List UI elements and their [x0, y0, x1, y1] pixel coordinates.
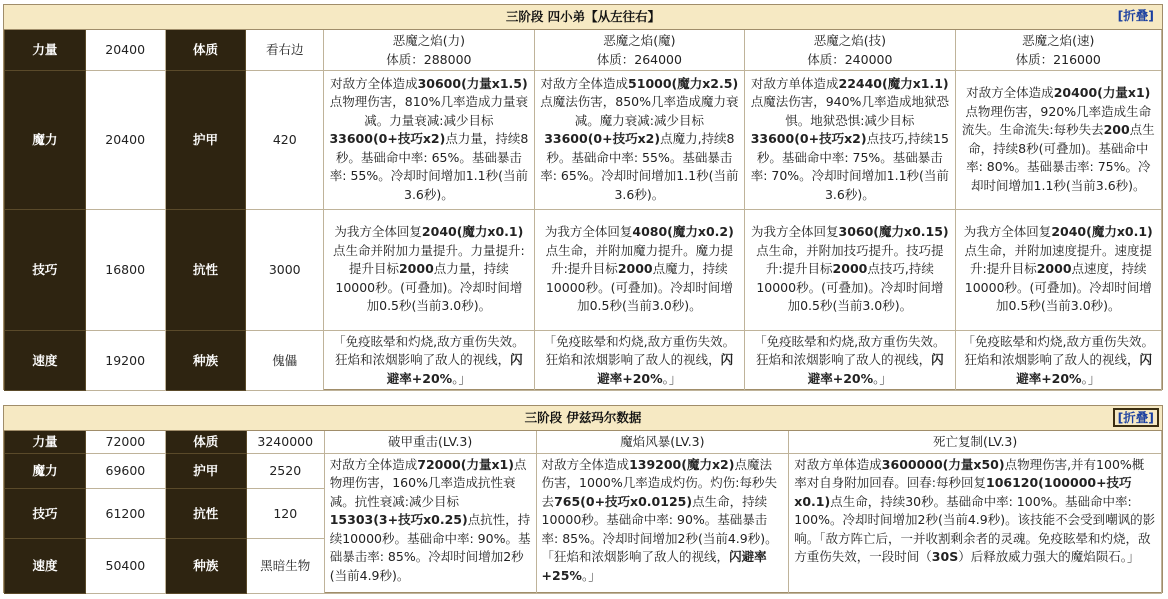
unit-skill-heal: 为我方全体回复2040(魔力x0.1)点生命并附加力量提升。力量提升:提升目标2000点力量，持续10000秒。(可叠加)。冷却时间增加0.5秒(当前3.0秒)。 — [324, 209, 534, 330]
minions-table — [4, 30, 1162, 391]
skill-name: 死亡复制(LV.3) — [789, 431, 1162, 453]
skill-name: 破甲重击(LV.3) — [324, 431, 536, 453]
unit-name: 恶魔之焰(力) — [392, 32, 466, 48]
unit-hp: 体质：288000 — [386, 51, 472, 67]
unit-skill-heal: 为我方全体回复4080(魔力x0.2)点生命，并附加魔力提升。魔力提升:提升目标2000点魔力，持续10000秒。(可叠加)。冷却时间增加0.5秒(当前3.0秒)。 — [534, 209, 744, 330]
unit-header — [324, 30, 534, 70]
unit-header — [955, 30, 1161, 70]
stat-value: 黑暗生物 — [246, 538, 324, 593]
minions-row-strength — [5, 30, 1162, 70]
stat-label: 护甲 — [165, 70, 246, 209]
stat-label: 魔力 — [5, 70, 86, 209]
skill-desc: 对敌方单体造成3600000(力量x50)点物理伤害,并有100%概率对自身附加回春。回春:每秒回复106120(100000+技巧x0.1)点生命，持续30秒。基础命中率: 100%。基础命中率: 100%。冷却时间增加2秒(当前4.9秒)。该技能不会受到嘲讽的影响。「敌方阵亡后，一并收割剩余者的灵魂。免疫眩晕和灼烧，敌方重伤失效，一段时间（30S）后释放威力强大的魔焰陨石。」 — [789, 453, 1162, 593]
unit-hp: 体质：240000 — [807, 51, 893, 67]
stat-label: 抗性 — [165, 209, 246, 330]
unit-passive: 「免疫眩晕和灼烧,敌方重伤失效。狂焰和浓烟影响了敌人的视线，闪避率+20%。」 — [324, 330, 534, 391]
unit-passive: 「免疫眩晕和灼烧,敌方重伤失效。狂焰和浓烟影响了敌人的视线，闪避率+20%。」 — [745, 330, 955, 391]
unit-passive: 「免疫眩晕和灼烧,敌方重伤失效。狂焰和浓烟影响了敌人的视线，闪避率+20%。」 — [955, 330, 1161, 391]
stat-label: 种族 — [165, 538, 246, 593]
stat-value: 19200 — [85, 330, 165, 391]
boss-fold-link[interactable]: [折叠] — [1113, 408, 1159, 427]
stat-label: 体质 — [165, 30, 246, 70]
stat-label: 速度 — [5, 330, 86, 391]
stat-label: 技巧 — [5, 209, 86, 330]
stat-value: 20400 — [85, 30, 165, 70]
boss-panel — [3, 405, 1163, 593]
unit-header — [534, 30, 744, 70]
boss-table — [4, 431, 1162, 594]
stat-label: 种族 — [165, 330, 246, 391]
unit-passive: 「免疫眩晕和灼烧,敌方重伤失效。狂焰和浓烟影响了敌人的视线，闪避率+20%。」 — [534, 330, 744, 391]
boss-header — [4, 406, 1162, 431]
stat-value: 69600 — [85, 453, 165, 488]
stat-label: 力量 — [5, 30, 86, 70]
unit-name: 恶魔之焰(速) — [1022, 32, 1095, 48]
unit-header — [745, 30, 955, 70]
skill-desc: 对敌方全体造成72000(力量x1)点物理伤害，160%几率造成抗性衰减。抗性衰减:减少目标15303(3+技巧x0.25)点抗性，持续10000秒。基础命中率: 90%。基础暴击率: 85%。冷却时间增加2秒(当前4.9秒)。 — [324, 453, 536, 593]
unit-hp: 体质：264000 — [596, 51, 682, 67]
unit-skill-heal: 为我方全体回复2040(魔力x0.1)点生命，并附加速度提升。速度提升:提升目标2000点速度，持续10000秒。(可叠加)。冷却时间增加0.5秒(当前3.0秒)。 — [955, 209, 1161, 330]
minions-row-magic — [5, 70, 1162, 209]
unit-skill-attack: 对敌方全体造成20400(力量x1)点物理伤害，920%几率造成生命流失。生命流失:每秒失去200点生命，持续8秒(可叠加)。基础命中率: 80%。基础暴击率: 75%。冷却时间增加1.1秒(当前3.6秒)。 — [955, 70, 1161, 209]
stat-value: 傀儡 — [246, 330, 324, 391]
unit-skill-attack: 对敌方全体造成51000(魔力x2.5)点魔法伤害，850%几率造成魔力衰减。魔力衰减:减少目标33600(0+技巧x2)点魔力,持续8秒。基础命中率: 55%。基础暴击率: 65%。冷却时间增加1.1秒(当前3.6秒)。 — [534, 70, 744, 209]
unit-name: 恶魔之焰(技) — [813, 32, 886, 48]
minions-panel — [3, 4, 1163, 390]
skill-desc: 对敌方全体造成139200(魔力x2)点魔法伤害，1000%几率造成灼伤。灼伤:每秒失去765(0+技巧x0.0125)点生命，持续10000秒。基础命中率: 90%。基础暴击率: 85%。冷却时间增加2秒(当前4.9秒)。「狂焰和浓烟影响了敌人的视线，闪避率+25%。」 — [536, 453, 789, 593]
unit-skill-heal: 为我方全体回复3060(魔力x0.15)点生命，并附加技巧提升。技巧提升:提升目标2000点技巧,持续10000秒。(可叠加)。冷却时间增加0.5秒(当前3.0秒)。 — [745, 209, 955, 330]
boss-row-strength — [5, 431, 1162, 453]
stat-label: 魔力 — [5, 453, 86, 488]
stat-label: 抗性 — [165, 488, 246, 538]
skill-name: 魔焰风暴(LV.3) — [536, 431, 789, 453]
stat-value: 61200 — [85, 488, 165, 538]
stat-value: 2520 — [246, 453, 324, 488]
stat-value: 120 — [246, 488, 324, 538]
boss-title: 三阶段 伊兹玛尔数据 — [524, 410, 642, 425]
stat-value: 420 — [246, 70, 324, 209]
stat-value: 3240000 — [246, 431, 324, 453]
stat-value: 72000 — [85, 431, 165, 453]
minions-header — [4, 5, 1162, 30]
unit-hp: 体质：216000 — [1015, 51, 1101, 67]
unit-skill-attack: 对敌方单体造成22440(魔力x1.1)点魔法伤害，940%几率造成地狱恐惧。地狱恐惧:减少目标33600(0+技巧x2)点技巧,持续15秒。基础命中率: 75%。基础暴击率: 70%。冷却时间增加1.1秒(当前3.6秒)。 — [745, 70, 955, 209]
minions-fold-link[interactable]: [折叠] — [1117, 8, 1154, 23]
stat-label: 体质 — [165, 431, 246, 453]
minions-row-speed — [5, 330, 1162, 391]
unit-name: 恶魔之焰(魔) — [603, 32, 676, 48]
stat-label: 速度 — [5, 538, 86, 593]
stat-value: 50400 — [85, 538, 165, 593]
stat-value: 看右边 — [246, 30, 324, 70]
stat-value: 3000 — [246, 209, 324, 330]
unit-skill-attack: 对敌方全体造成30600(力量x1.5)点物理伤害，810%几率造成力量衰减。力量衰减:减少目标33600(0+技巧x2)点力量，持续8秒。基础命中率: 65%。基础暴击率: 55%。冷却时间增加1.1秒(当前3.6秒)。 — [324, 70, 534, 209]
stat-label: 力量 — [5, 431, 86, 453]
stat-label: 技巧 — [5, 488, 86, 538]
minions-title: 三阶段 四小弟【从左往右】 — [505, 9, 661, 24]
stat-label: 护甲 — [165, 453, 246, 488]
minions-row-skill — [5, 209, 1162, 330]
boss-row-magic — [5, 453, 1162, 488]
stat-value: 20400 — [85, 70, 165, 209]
stat-value: 16800 — [85, 209, 165, 330]
